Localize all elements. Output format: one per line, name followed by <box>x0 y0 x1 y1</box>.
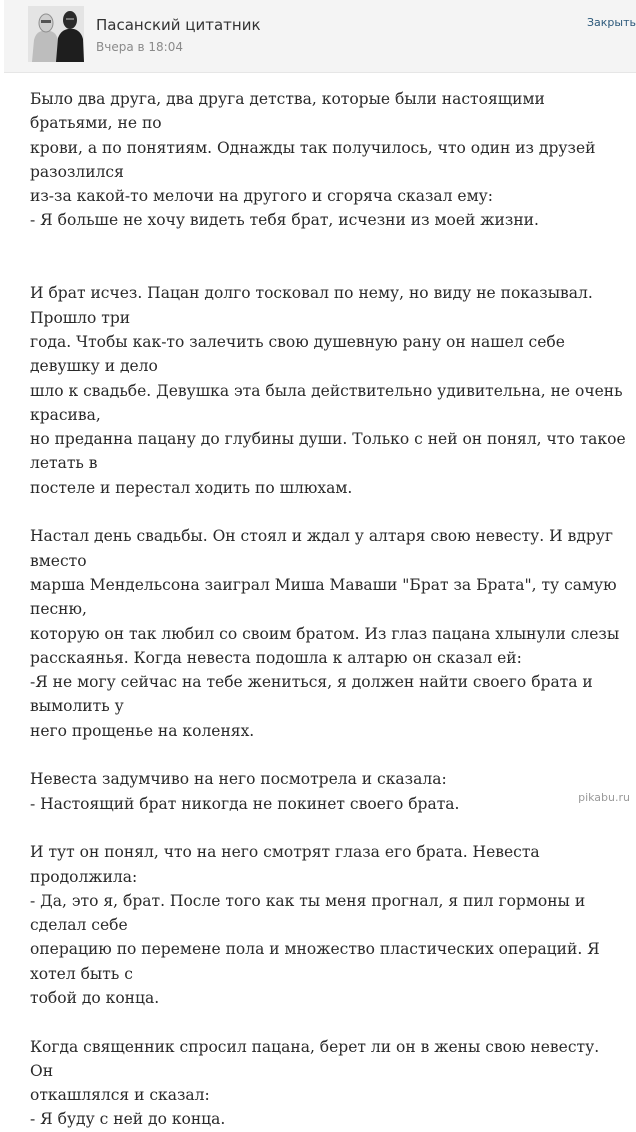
paragraph-spacer <box>30 1010 626 1034</box>
text-line: Когда священник спросил пацана, берет ли он в жены свою невесту. Он <box>30 1037 600 1080</box>
text-line: Настал день свадьбы. Он стоял и ждал у алтаря свою невесту. И вдруг вместо <box>30 527 614 570</box>
paragraph-spacer <box>30 743 626 767</box>
text-line: постеле и перестал ходить по шлюхам. <box>30 478 353 497</box>
text-line: - Я больше не хочу видеть тебя брат, исчезни из моей жизни. <box>30 211 539 230</box>
paragraph <box>30 1035 626 1132</box>
paragraph-spacer <box>30 816 626 840</box>
paragraph <box>30 767 626 816</box>
text-line: Невеста задумчиво на него посмотрела и сказала: <box>30 770 447 789</box>
text-line: но преданна пацану до глубины души. Только с ней он понял, что такое летать в <box>30 430 626 473</box>
paragraph <box>30 840 626 1010</box>
text-line: - Я буду с ней до конца. <box>30 1110 226 1129</box>
text-line: него прощенье на коленях. <box>30 721 255 740</box>
text-line: И брат исчез. Пацан долго тосковал по нему, но виду не показывал. Прошло три <box>30 284 593 327</box>
community-name[interactable]: Пасанский цитатник <box>96 16 261 34</box>
text-line: - Настоящий брат никогда не покинет своего брата. <box>30 794 460 813</box>
text-line: откашлялся и сказал: <box>30 1086 210 1105</box>
text-line: года. Чтобы как-то залечить свою душевную рану он нашел себе девушку и дело <box>30 332 565 376</box>
community-avatar[interactable] <box>28 6 84 62</box>
text-line: - Да, это я, брат. После того как ты меня прогнал, я пил гормоны и сделал себе <box>30 891 586 935</box>
paragraph <box>30 281 626 500</box>
paragraph-spacer <box>30 500 626 524</box>
post-header <box>4 0 636 73</box>
text-line: расскаянья. Когда невеста подошла к алтарю он сказал ей: <box>30 648 522 667</box>
avatar-image-icon <box>28 6 84 62</box>
post-time[interactable]: Вчера в 18:04 <box>96 40 183 54</box>
text-line: шло к свадьбе. Девушка эта была действительно удивительна, не очень красива, <box>30 381 623 424</box>
close-link[interactable]: Закрыть <box>587 16 636 29</box>
post-body <box>30 87 626 1132</box>
text-line: из-за какой-то мелочи на другого и сгоряча сказал ему: <box>30 187 493 206</box>
text-line: Было два друга, два друга детства, которые были настоящими братьями, не по <box>30 90 545 133</box>
text-line: И тут он понял, что на него смотрят глаза его брата. Невеста продолжила: <box>30 843 540 886</box>
text-line: марша Мендельсона заиграл Миша Маваши "Брат за Брата", ту самую песню, <box>30 575 617 619</box>
text-line: -Я не могу сейчас на тебе жениться, я должен найти своего брата и вымолить у <box>30 673 593 716</box>
text-line: тобой до конца. <box>30 988 160 1007</box>
text-line: операцию по перемене пола и множество пластических операций. Я хотел быть с <box>30 940 600 983</box>
watermark: pikabu.ru <box>578 791 630 804</box>
paragraph <box>30 524 626 743</box>
paragraph <box>30 87 626 233</box>
text-line: крови, а по понятиям. Однажды так получилось, что один из друзей разозлился <box>30 138 596 181</box>
text-line: которую он так любил со своим братом. Из глаз пацана хлынули слезы <box>30 624 620 643</box>
paragraph-spacer <box>30 233 626 282</box>
